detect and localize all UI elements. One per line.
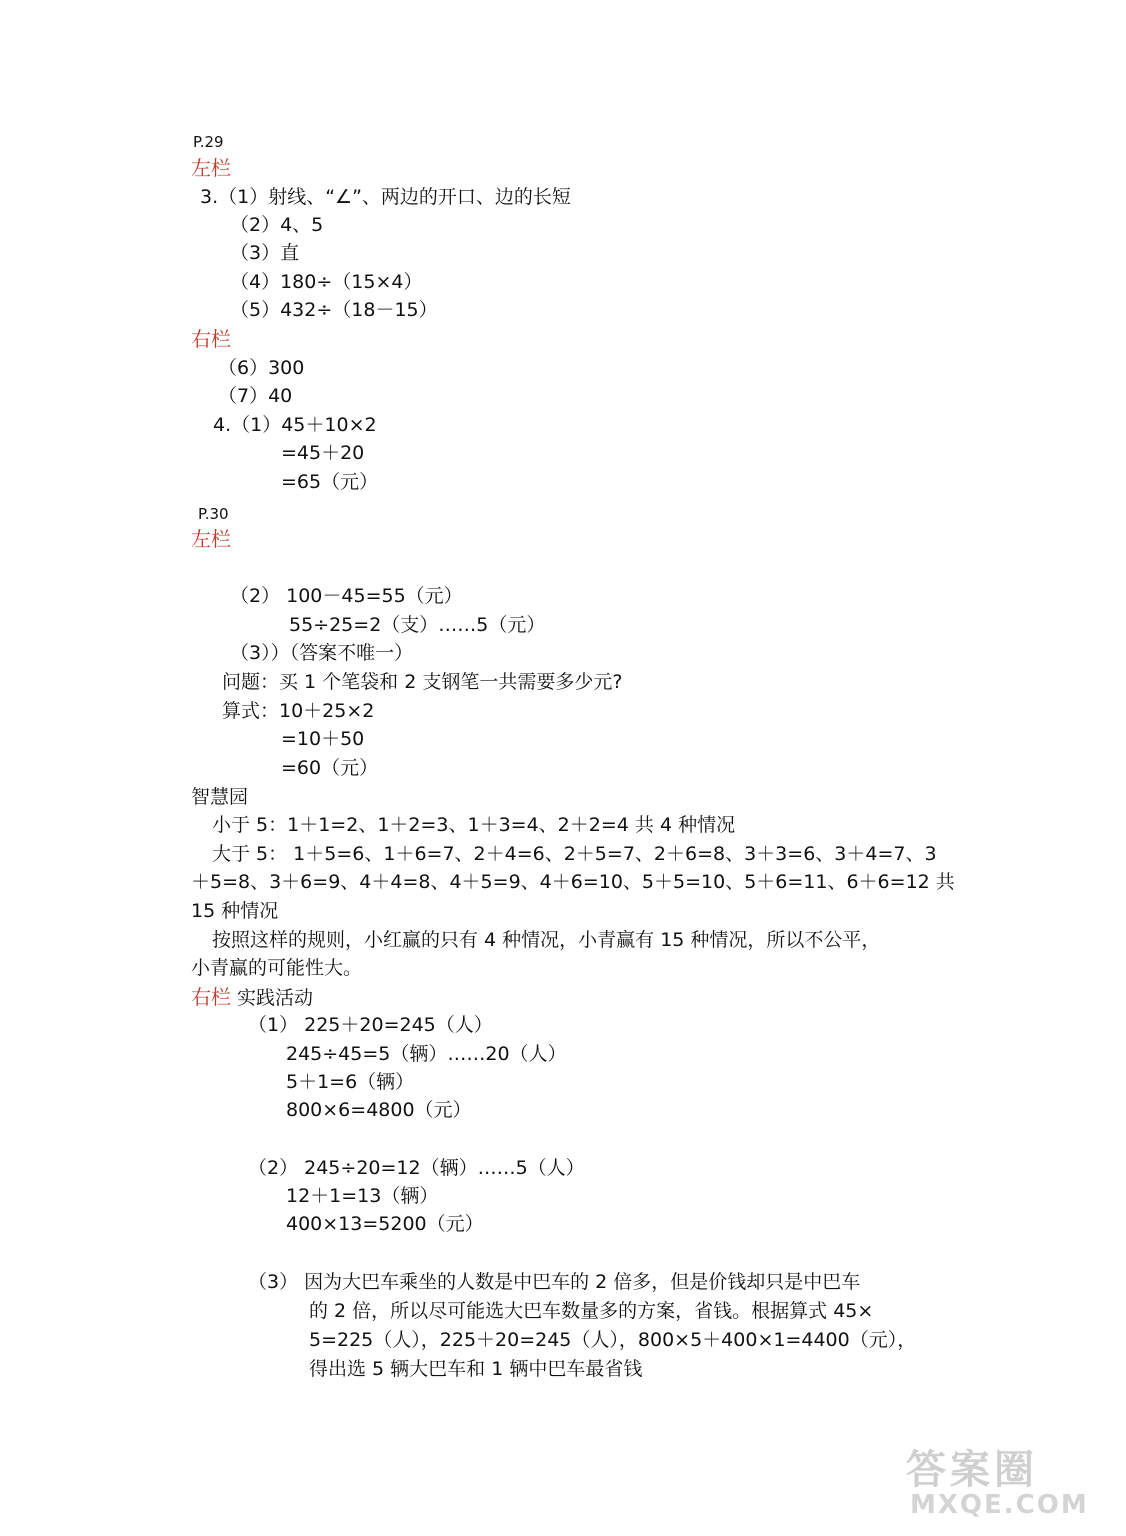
watermark-url-text: MXQE.COM	[910, 1490, 1089, 1520]
text-line: =65（元）	[281, 471, 379, 493]
text-line: （2） 100－45=55（元）	[230, 585, 463, 607]
watermark-logo	[906, 1438, 1116, 1530]
text-line: 小于 5：1＋1=2、1＋2=3、1＋3=4、2＋2=4 共 4 种情况	[212, 814, 736, 836]
text-line: （3） 因为大巴车乘坐的人数是中巴车的 2 倍多，但是价钱却只是中巴车	[248, 1271, 861, 1293]
text-line: 5=225（人），225＋20=245（人），800×5＋400×1=4400（元），	[309, 1329, 917, 1351]
text-line: （6）300	[218, 357, 305, 379]
page-number: P.29	[193, 133, 224, 151]
text-line: （5）432÷（18－15）	[230, 299, 438, 321]
text-line: 12＋1=13（辆）	[286, 1185, 439, 1207]
text-line: 400×13=5200（元）	[286, 1213, 484, 1235]
text-line: =45＋20	[281, 442, 365, 464]
section-heading: 实践活动	[231, 987, 314, 1009]
column-label: 左栏	[191, 527, 231, 551]
text-line: （1） 225＋20=245（人）	[248, 1014, 493, 1036]
text-line: 4.（1）45＋10×2	[213, 414, 377, 436]
text-line: 的 2 倍，所以尽可能选大巴车数量多的方案，省钱。根据算式 45×	[309, 1300, 874, 1322]
text-line: =60（元）	[281, 757, 379, 779]
text-line: 按照这样的规则，小红赢的只有 4 种情况，小青赢有 15 种情况，所以不公平，	[212, 929, 881, 951]
text-line: 智慧园	[191, 786, 249, 808]
text-line: ＋5=8、3＋6=9、4＋4=8、4＋5=9、4＋6=10、5＋5=10、5＋6=11、6＋6=12 共	[191, 871, 955, 893]
text-line: 3.（1）射线、“∠”、两边的开口、边的长短	[200, 186, 571, 208]
text-line: 245÷45=5（辆）……20（人）	[286, 1043, 567, 1065]
text-line: 问题：买 1 个笔袋和 2 支钢笔一共需要多少元?	[222, 671, 623, 693]
text-line: 15 种情况	[191, 900, 279, 922]
text-line: 大于 5： 1＋5=6、1＋6=7、2＋4=6、2＋5=7、2＋6=8、3＋3=6、3＋4=7、3	[212, 843, 937, 865]
text-line: 算式：10＋25×2	[222, 700, 375, 722]
text-line: （3））（答案不唯一）	[230, 642, 414, 664]
text-line: （2） 245÷20=12（辆）……5（人）	[248, 1157, 585, 1179]
page-number: P.30	[198, 505, 229, 523]
text-line	[191, 985, 313, 1010]
column-label: 左栏	[191, 156, 231, 180]
text-line: （4）180÷（15×4）	[230, 271, 423, 293]
text-line: 小青赢的可能性大。	[191, 957, 363, 979]
text-line: 55÷25=2（支）……5（元）	[289, 614, 546, 636]
text-line: 800×6=4800（元）	[286, 1099, 472, 1121]
column-label: 右栏	[191, 327, 231, 351]
text-line: （7）40	[218, 385, 293, 407]
column-label: 右栏	[191, 985, 231, 1009]
text-line: （3）直	[230, 242, 300, 264]
text-line: 5＋1=6（辆）	[286, 1071, 415, 1093]
text-line: 得出选 5 辆大巴车和 1 辆中巴车最省钱	[309, 1358, 643, 1380]
text-line: （2）4、5	[230, 214, 324, 236]
watermark-logo-text: 答案圈	[906, 1447, 1038, 1493]
text-line: =10＋50	[281, 728, 365, 750]
